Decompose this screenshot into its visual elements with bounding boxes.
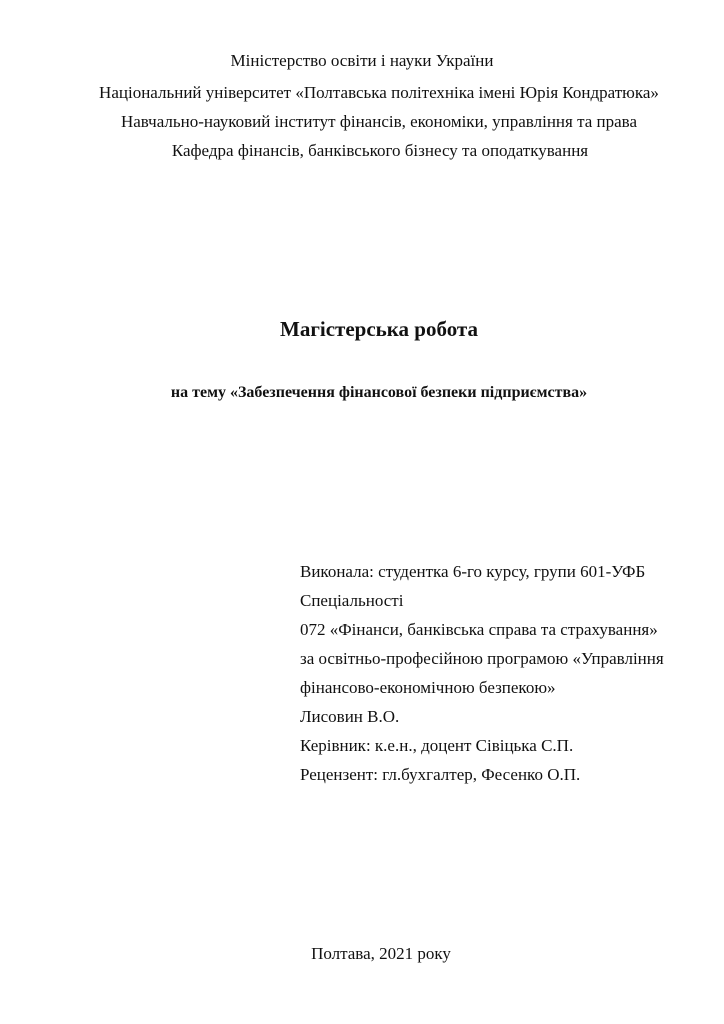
document-title: Магістерська робота — [280, 317, 478, 341]
program-line-2: фінансово-економічною безпекою» — [300, 678, 556, 697]
author-info-block — [300, 557, 700, 789]
author-line: Виконала: студентка 6-го курсу, групи 601-УФБ — [300, 562, 646, 581]
department-line: Кафедра фінансів, банківського бізнесу та оподаткування — [171, 141, 589, 160]
ministry-line: Міністерство освіти і науки України — [230, 51, 494, 70]
university-line: Національний університет «Полтавська політехніка імені Юрія Кондратюка» — [99, 83, 659, 102]
program-line-1: за освітньо-професійною програмою «Управління — [300, 649, 664, 668]
reviewer-line: Рецензент: гл.бухгалтер, Фесенко О.П. — [300, 765, 581, 784]
author-name: Лисовин В.О. — [300, 707, 400, 726]
supervisor-line: Керівник: к.е.н., доцент Сівіцька С.П. — [300, 736, 574, 755]
specialty-label: Спеціальності — [300, 591, 404, 610]
city-year-footer: Полтава, 2021 року — [311, 944, 451, 963]
specialty-value: 072 «Фінанси, банківська справа та страхування» — [300, 620, 658, 639]
institute-line: Навчально-науковий інститут фінансів, економіки, управління та права — [120, 112, 638, 131]
thesis-topic: на тему «Забезпечення фінансової безпеки підприємства» — [170, 384, 588, 401]
